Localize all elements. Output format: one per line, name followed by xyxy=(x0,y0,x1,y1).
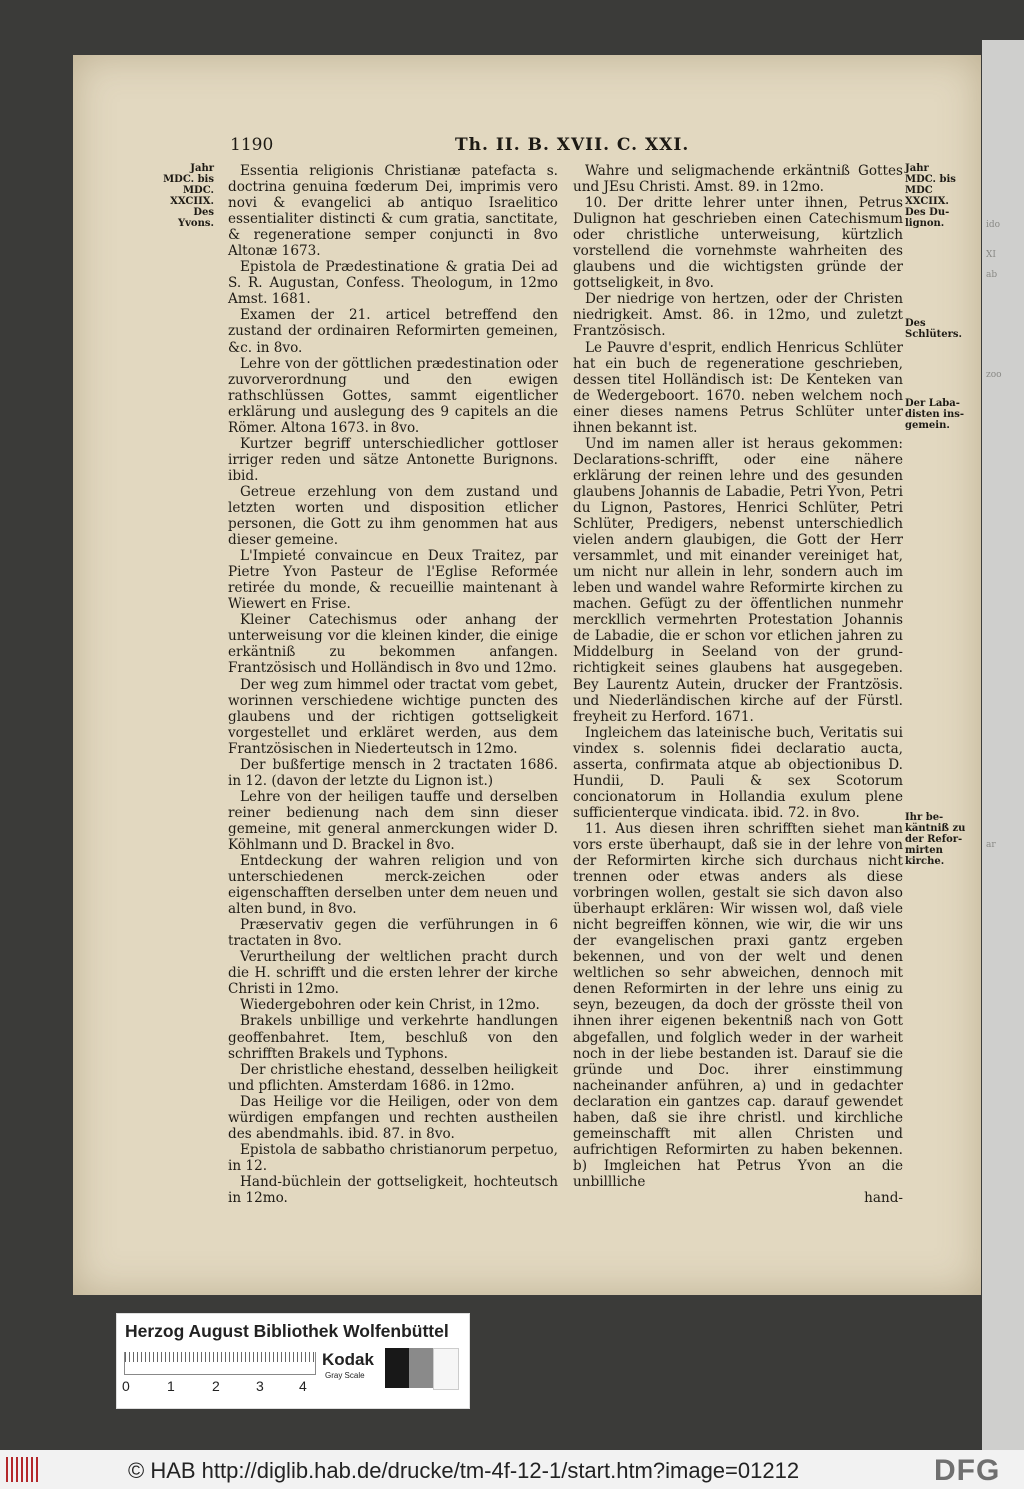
paragraph: 10. Der dritte lehrer unter ihnen, Petrus Dulignon hat geschrieben einen Catechismum oder christliche unterweisung, kürtzlich vorstellend die vornehmste wahrheiten des glaubens und die wichtigsten gründe der gottseligkeit, in 8vo. xyxy=(573,195,903,292)
footer-bar xyxy=(0,1450,1024,1489)
margin-line: kirche. xyxy=(905,856,945,867)
margin-line: Yvons. xyxy=(177,218,214,229)
paragraph: Entdeckung der wahren religion und von unterschiedenen merck-zeichen oder eigenschafften derselben unter dem neuen und alten bund, in 8vo. xyxy=(228,853,558,918)
margin-line: der Refor- xyxy=(905,834,963,845)
margin-line: gemein. xyxy=(905,420,950,431)
margin-line: Schlüters. xyxy=(905,329,963,340)
ruler-number: 1 xyxy=(167,1378,175,1394)
paragraph: Brakels unbillige und verkehrte handlungen geoffenbahret. Item, beschluß von den schrifften Brakels und Typhons. xyxy=(228,1013,558,1062)
margin-line: Der Laba- xyxy=(905,398,960,409)
paragraph: Hand-büchlein der gottseligkeit, hochteutsch in 12mo. xyxy=(228,1173,558,1206)
left-margin-note xyxy=(162,163,214,229)
right-margin-note-4 xyxy=(905,812,973,867)
ruler-number: 2 xyxy=(212,1378,220,1394)
right-margin-note-2 xyxy=(905,318,973,340)
paragraph: L'Impieté convaincue en Deux Traitez, par Pietre Yvon Pasteur de l'Eglise Reformée retirée du monde, & recueillie maintenant à Wiewert en Frise. xyxy=(228,548,558,613)
margin-line: MDC. bis xyxy=(905,174,956,185)
gray-swatch-black xyxy=(385,1348,409,1388)
running-title: Th. II. B. XVII. C. XXI. xyxy=(455,135,690,155)
paragraph: Getreue erzehlung von dem zustand und letzten worten und disposition etlicher personen, die Gott zu ihm genommen hat aus dieser gemeine. xyxy=(228,483,558,549)
ruler-number: 3 xyxy=(256,1378,264,1394)
paragraph: Der christliche ehestand, desselben heiligkeit und pflichten. Amsterdam 1686. in 12mo. xyxy=(228,1061,558,1094)
paragraph: Epistola de Prædestinatione & gratia Dei ad S. R. Augustan, Confess. Theologum, in 12mo Amst. 1681. xyxy=(228,259,558,308)
margin-line: Des Du- xyxy=(905,207,950,218)
paragraph: Das Heilige vor die Heiligen, oder von dem würdigen empfangen und rechten austheilen des abendmahls. ibid. 87. in 8vo. xyxy=(228,1093,558,1142)
gray-swatch-white xyxy=(433,1348,459,1390)
margin-line: Ihr be- xyxy=(905,812,944,823)
margin-line: lignon. xyxy=(905,218,945,229)
paragraph: Ingleichem das lateinische buch, Veritatis sui vindex s. solennis fidei declaratio aucta, asserta, confirmata atque ab objectionibus D. Hundii, D. Pauli & sex Scotorum concionatorum in Hollandia exulum plene sufficienterque vindicata. ibid. 72. in 8vo. xyxy=(573,724,903,821)
paragraph: Le Pauvre d'esprit, endlich Henricus Schlüter hat ein buch de regeneratione geschrieben, dessen titel Holländisch ist: De Kenteken van de Wedergeboort. 1670. neben welchem noch einer dieses namens Petrus Schlüter unter ihnen bekannt ist. xyxy=(573,339,903,436)
paragraph: Epistola de sabbatho christianorum perpetuo, in 12. xyxy=(228,1141,558,1174)
paragraph: Wiedergebohren oder kein Christ, in 12mo. xyxy=(240,997,540,1014)
paragraph: Der weg zum himmel oder tractat vom gebet, worinnen verschiedene wichtige puncten des glaubens und der richtigen gottseligkeit vorgestellet und erkläret werden, aus dem Frantzösischen in Niederteutsch in 12mo. xyxy=(228,676,558,757)
margin-line: MDC. bis xyxy=(163,174,214,185)
library-name: Herzog August Bibliothek Wolfenbüttel xyxy=(125,1321,449,1341)
paragraph: Der bußfertige mensch in 2 tractaten 1686. in 12. (davon der letzte du Lignon ist.) xyxy=(228,756,558,789)
paragraph: Verurtheilung der weltlichen pracht durch die H. schrifft und die ersten lehrer der kirche Christi in 12mo. xyxy=(228,949,558,998)
right-text-column xyxy=(573,163,903,1206)
paragraph: Examen der 21. articel betreffend den zustand der ordinairen Reformirten gemeinen, &c. in 8vo. xyxy=(228,307,558,356)
paragraph: Præservativ gegen die verführungen in 6 tractaten in 8vo. xyxy=(228,917,558,950)
paragraph: Wahre und seligmachende erkäntniß Gottes und JEsu Christi. Amst. 89. in 12mo. xyxy=(573,163,903,196)
paragraph: Kleiner Catechismus oder anhang der unterweisung vor die kleinen kinder, die einige erkäntniß zu bekommen anfangen. Frantzösisch und Holländisch in 8vo und 12mo. xyxy=(228,612,558,677)
paragraph: Und im namen aller ist heraus gekommen: Declarations-schrifft, oder eine nähere erklärung der reinen lehre und des gesunden glaubens Johannis de Labadie, Petri Yvon, Petri du Lignon, Pastores, Henrici Schlüter, Petri Schlüter, Predigers, nebenst unterschiedlich vielen andern glaubigen, die Gott der Herr versammlet, und mit einander vereiniget hat, um nicht nur allein in lehr, sondern auch im leben und wandel wahre Reformirte kirchen zu machen. Gefügt zu der öffentlichen nunmehr merckllich vermehrten Protestation Johannis de Labadie, die er schon vor etlichen jahren zu Middelburg in Seeland von der grund-richtigkeit seines glaubens hat ausgegeben. Bey Laurentz Autein, drucker der Frantzösis. und Niederländischen kirche auf der Fürstl. freyheit zu Herford. 1671. xyxy=(573,435,903,725)
gray-swatch-mid xyxy=(409,1348,433,1388)
margin-line: mirten xyxy=(905,845,943,856)
right-margin-note-3 xyxy=(905,398,973,431)
page-number: 1190 xyxy=(230,135,274,155)
margin-line: Jahr xyxy=(190,163,214,174)
scale-ruler xyxy=(124,1352,316,1375)
margin-line: Des xyxy=(905,318,926,329)
paragraph: Lehre von der göttlichen prædestination oder zuvorverordnung und den ewigen rathschlüssen Gottes, sammt eigentlicher erklärung und auslegung des 9 capitels an die Römer. Altona 1673. in 8vo. xyxy=(228,355,558,436)
margin-line: XXCIIX. xyxy=(905,196,949,207)
kodak-logo: Kodak xyxy=(322,1350,374,1369)
paragraph: Lehre von der heiligen tauffe und derselben reiner bedienung nach dem sinn dieser gemeine, mit general anmerckungen wider D. Köhlmann und D. Brackel in 8vo. xyxy=(228,788,558,853)
next-page-edge: ido XI ab zoo ar xyxy=(982,40,1024,1450)
margin-line: XXCIIX. xyxy=(170,196,214,207)
paragraph: Essentia religionis Christianæ patefacta s. doctrina genuina fœderum Dei, imprimis vero novi & evangelici ab antiquo Israelitico essentialiter distincti & cum gratia, sanctitate, & regeneratione semper conjuncti in 8vo Altonæ 1673. xyxy=(228,163,558,260)
right-margin-note-1 xyxy=(905,163,973,229)
gray-scale-label: Gray Scale xyxy=(325,1371,365,1380)
catchword: hand- xyxy=(864,1190,903,1206)
margin-line: MDC. xyxy=(182,185,214,196)
margin-line: MDC xyxy=(905,185,933,196)
barcode-icon xyxy=(6,1457,40,1482)
page-header xyxy=(230,135,910,159)
paragraph: Kurtzer begriff unterschiedlicher gottloser irriger reden und sätze Antonette Burignons. ibid. xyxy=(228,435,558,484)
dfg-logo: DFG xyxy=(934,1454,1001,1487)
ruler-number: 4 xyxy=(299,1378,307,1394)
paragraph: Der niedrige von hertzen, oder der Christen niedrigkeit. Amst. 86. in 12mo, und zuletzt Frantzösisch. xyxy=(573,291,903,340)
library-color-card xyxy=(116,1313,470,1409)
paragraph: 11. Aus diesen ihren schrifften siehet man vors erste überhaupt, daß sie in der lehre von der Reformirten kirche sich durchaus nicht trennen oder etwas anders als diese vorbringen wollen, gestalt sie sich davon also überhaupt erklären: Wir wissen wol, daß viele nicht begreiffen können, wie wir, die wir uns der evangelischen praxi gantz ergeben bekennen, und von der welt und denen weltlichen so sehr abweichen, dennoch mit denen Reformirten in der lehre uns einig zu seyn, bezeugen, da doch der grösste theil von ihnen ihrer eigenen bekentniß nach von Gott abgefallen, und folglich weder in der warheit noch in der liebe bestanden ist. Darauf sie die gründe und Doc. ihrer einstimmung nacheinander anführen, a) und in gedachter declaration ein gantzes cap. darauf gewendet haben, daß sie ihre christl. und kirchliche gemeinschafft mit allen Christen und aufrichtigen Reformirten zu haben bekennen. b) Imgleichen hat Petrus Yvon an die unbillliche xyxy=(573,820,903,1190)
citation-link[interactable]: © HAB http://diglib.hab.de/drucke/tm-4f-12-1/start.htm?image=01212 xyxy=(128,1458,800,1483)
left-text-column xyxy=(228,163,558,1206)
margin-line: disten ins- xyxy=(905,409,965,420)
margin-line: Jahr xyxy=(905,163,929,174)
ruler-number: 0 xyxy=(122,1378,130,1394)
margin-line: Des xyxy=(193,207,214,218)
margin-line: käntniß zu xyxy=(905,823,966,834)
